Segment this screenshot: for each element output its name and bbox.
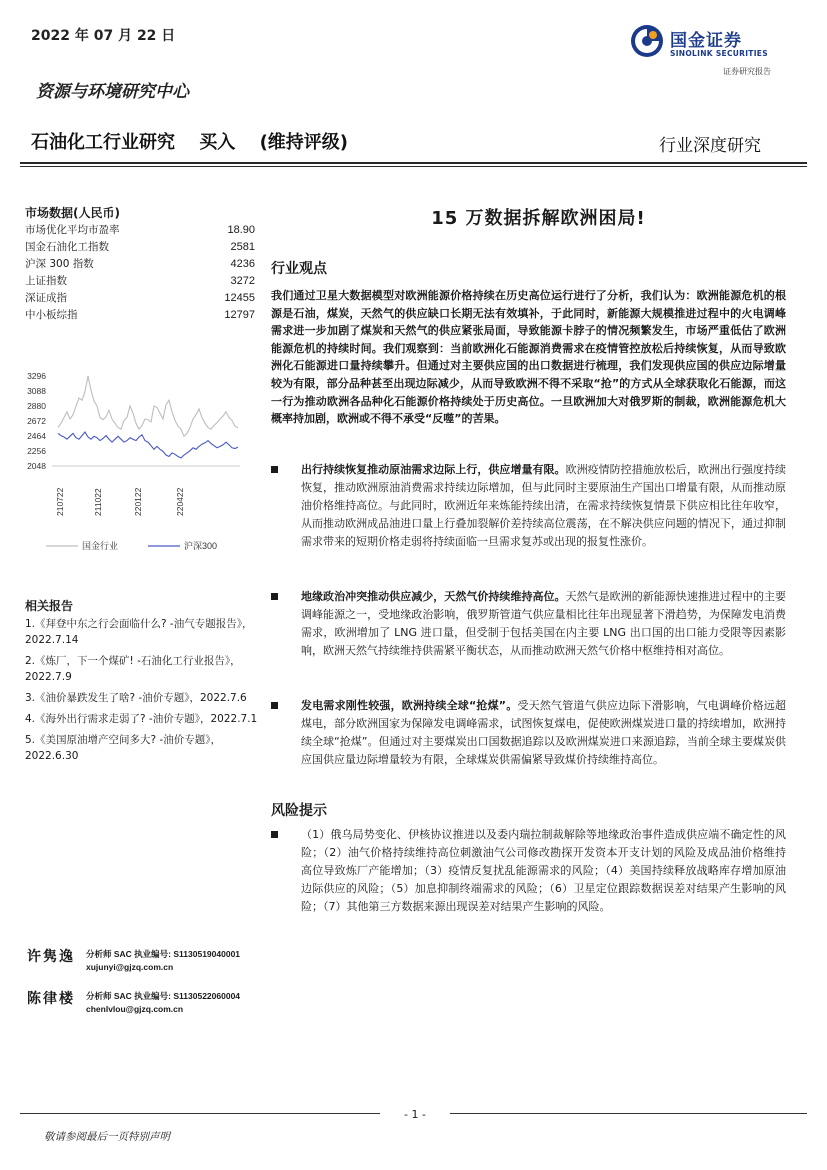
bullet-lead: 发电需求刚性较强，欧洲持续全球“抢煤”。 [301, 699, 518, 712]
bullet-body [301, 461, 786, 551]
market-row [25, 256, 255, 273]
related-reports-title: 相关报告 [25, 599, 74, 613]
series-line-hs300 [58, 432, 238, 458]
related-report-item[interactable]: 5.《美国原油增产空间多大? -油价专题》，2022.6.30 [25, 734, 221, 762]
analyst-name: 许隽逸 [27, 949, 75, 965]
bullet-lead: 地缘政治冲突推动供应减少，天然气价持续维持高位。 [301, 590, 566, 603]
market-value: 18.90 [227, 224, 255, 236]
analyst-name: 陈律楼 [27, 991, 75, 1007]
industry-view-title: 行业观点 [271, 261, 327, 277]
rating: 买入 [199, 132, 236, 153]
market-data-title: 市场数据(人民币) [25, 206, 120, 220]
legend-label: 国金行业 [82, 541, 119, 551]
bullet-coal [271, 697, 786, 769]
bullet-lead: 出行持续恢复推动原油需求边际上行，供应增量有限。 [301, 463, 566, 476]
market-label: 中小板综指 [25, 309, 78, 321]
x-tick-label: 210722 [55, 487, 65, 516]
y-tick-label: 3088 [27, 386, 46, 396]
market-row [25, 222, 255, 239]
y-tick-label: 2464 [27, 431, 46, 441]
analyst-email[interactable]: chenlvlou@gjzq.com.cn [86, 1004, 184, 1014]
bullet-risk [271, 826, 786, 916]
analyst-info [86, 990, 240, 1016]
analyst-info [86, 948, 240, 974]
header-divider-thin [20, 166, 807, 167]
related-reports-list [25, 616, 270, 769]
market-data-table [25, 222, 255, 324]
sector-name: 石油化工行业研究 [31, 132, 175, 153]
market-row [25, 273, 255, 290]
analyst-cert: 分析师 SAC 执业编号: S1130519040001 [86, 949, 241, 959]
market-label: 深证成指 [25, 292, 67, 304]
rating-note: (维持评级) [259, 132, 349, 153]
market-value: 12797 [224, 309, 255, 321]
index-line-chart [18, 370, 248, 580]
market-row [25, 239, 255, 256]
logo-mark-icon [630, 24, 664, 58]
bullet-square-icon [271, 466, 278, 473]
y-tick-label: 3296 [27, 371, 46, 381]
research-center: 资源与环境研究中心 [36, 82, 189, 102]
market-value: 4236 [230, 258, 255, 270]
series-line-industry [58, 376, 238, 436]
bullet-gas [271, 588, 786, 660]
analyst-email[interactable]: xujunyi@gjzq.com.cn [86, 962, 174, 972]
logo-subtitle: 证券研究报告 [723, 67, 771, 76]
logo-english-name: SINOLINK SECURITIES [670, 49, 768, 58]
intro-paragraph: 我们通过卫星大数据模型对欧洲能源价格持续在历史高位运行进行了分析，我们认为：欧洲能源危机的根源是石油，煤炭，天然气的供应缺口长期无法有效填补，于此同时，新能源大规模推进过程中的火电调峰需求进一步加剧了煤炭和天然气的供应紧张局面，导致能源卡脖子的情况频繁发生，市场严重低估了欧洲能源危机的持续时间。我们观察到：当前欧洲化石能源消费需求在疫情管控放松后持续恢复，从而导致欧洲化石能源进口量持续攀升。但通过对主要供应国的出口数据进行梳理，我们发现供应国的供应边际增量较为有限，部分品种甚至出现边际减少，从而导致欧洲不得不采取“抢”的方式从全球获取化石能源，而这一行为推动欧洲各品种化石能源价格持续处于历史高位。一旦欧洲加大对俄罗斯的制裁，欧洲能源危机大概率持加剧，欧洲或不得不承受“反噬”的苦果。 [271, 289, 786, 426]
bullet-body [301, 588, 786, 660]
report-title: 15 万数据拆解欧洲困局! [431, 208, 646, 229]
market-value: 12455 [224, 292, 255, 304]
market-label: 沪深 300 指数 [25, 258, 94, 270]
related-report-item[interactable]: 3.《油价暴跌发生了啥? -油价专题》，2022.7.6 [25, 692, 247, 704]
header-divider [20, 162, 807, 164]
x-tick-label: 220422 [175, 487, 185, 516]
y-tick-label: 2048 [27, 461, 46, 471]
market-value: 2581 [230, 241, 255, 253]
market-label: 上证指数 [25, 275, 67, 287]
market-label: 市场优化平均市盈率 [25, 224, 120, 236]
analyst-cert: 分析师 SAC 执业编号: S1130522060004 [86, 991, 241, 1001]
y-tick-label: 2880 [27, 401, 46, 411]
page-number: - 1 - [380, 1108, 450, 1121]
market-row [25, 307, 255, 324]
legend-label: 沪深300 [184, 541, 218, 551]
risk-title: 风险提示 [271, 803, 327, 819]
y-tick-label: 2256 [27, 446, 46, 456]
sinolink-logo [630, 24, 790, 80]
bullet-square-icon [271, 831, 278, 838]
sector-rating-line [31, 128, 366, 154]
bullet-square-icon [271, 702, 278, 709]
bullet-text: 受天然气管道气供应边际下滑影响，气电调峰价格远超煤电，部分欧洲国家为保障发电调峰需求，试图恢复煤电，促使欧洲煤炭进口量的持续增加，欧洲持续全球“抢煤”。但通过对主要煤炭出口国数据追踪以及欧洲煤炭进口来源追踪，当前全球主要煤炭供应国供应量边际增量较为有限，全球煤炭供需偏紧导致煤价持续维持高位。 [301, 699, 786, 766]
report-type: 行业深度研究 [659, 136, 761, 156]
logo-name: 国金证券 [670, 31, 742, 51]
x-tick-label: 211022 [93, 488, 103, 516]
bullet-square-icon [271, 593, 278, 600]
bullet-text: 欧洲疫情防控措施放松后，欧洲出行强度持续恢复，推动欧洲原油消费需求持续边际增加，但与此同时主要原油生产国出口增量有限，从而推动原油价格维持高位。与此同时，欧洲近年来炼能持续出清，在需求持续恢复情景下供应相比往年收窄，从而推动欧洲成品油进口量上行叠加裂解价差持续高位震荡，在不解决供应问题的情况下，通过抑制需求带来的短期价格走弱将持续面临一旦需求复苏或出现的报复性涨价。 [301, 463, 787, 548]
related-report-item[interactable]: 4.《海外出行需求走弱了? -油价专题》，2022.7.1 [25, 713, 258, 725]
related-report-item[interactable]: 1.《拜登中东之行会面临什么? -油气专题报告》，2022.7.14 [25, 618, 253, 646]
bullet-body [301, 697, 786, 769]
report-date: 2022 年 07 月 22 日 [31, 28, 176, 44]
related-report-item[interactable]: 2.《炼厂，下一个煤矿! -石油化工行业报告》，2022.7.9 [25, 655, 241, 683]
risk-text: （1）俄乌局势变化、伊核协议推进以及委内瑞拉制裁解除等地缘政治事件造成供应端不确定性的风险；（2）油气价格持续维持高位刺激油气公司修改勘探开发资本开支计划的风险及成品油价格维持高位导致炼厂产能增加；（3）疫情反复扰乱能源需求的风险；（4）美国持续释放战略库存增加原油边际供应的风险；（5）加息抑制终端需求的风险；（6）卫星定位跟踪数据误差对结果产生影响的风险；（7）其他第三方数据来源出现误差对结果产生影响的风险。 [301, 828, 786, 913]
y-tick-label: 2672 [27, 416, 46, 426]
footer-disclaimer: 敬请参阅最后一页特别声明 [44, 1131, 170, 1143]
x-tick-label: 220122 [133, 487, 143, 516]
bullet-oil [271, 461, 786, 551]
market-value: 3272 [230, 275, 255, 287]
market-row [25, 290, 255, 307]
bullet-text: 天然气是欧洲的新能源快速推进过程中的主要调峰能源之一，受地缘政治影响，俄罗斯管道气供应量相比往年出现显著下滑趋势，为保障发电消费需求，欧洲增加了 LNG 进口量，但受制于包括美国在内主要 LNG 出口国的出口能力受限等因素影响，欧洲天然气持续维持供需紧平衡状态，从而推动欧洲天然气价格中枢维持相对高位。 [301, 590, 787, 657]
market-label: 国金石油化工指数 [25, 241, 109, 253]
